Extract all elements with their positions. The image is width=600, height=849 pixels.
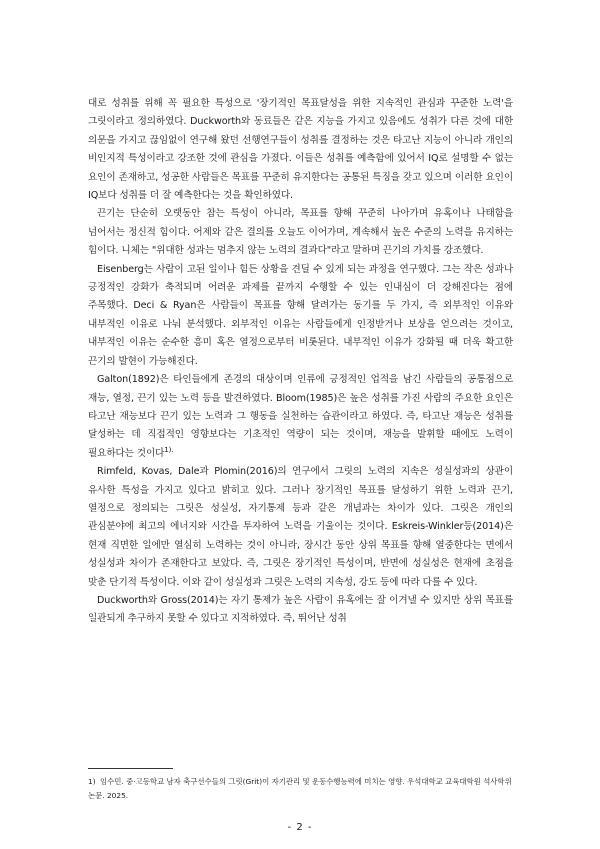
paragraph-3: Eisenberg는 사람이 고된 일이나 힘든 상황을 견딜 수 있게 되는 과정을 연구했다. 그는 작은 성과나 긍정적인 강화가 축적되며 어려운 과제를 끝까지 수행할 수 있는 인내심이 더 강해진다는 점에 주목했다. Deci & Ryan은 사람들이 목표를 향해 달려가는 동기를 두 가지, 즉 외부적인 이유와 내부적인 이유로 나눠 분석했다. 외부적인 이유는 사람들에게 인정받거나 보상을 얻으려는 것이고, 내부적인 이유는 순수한 흥미 혹은 열정으로부터 비롯된다. 내부적인 이유가 강화될 때 더욱 확고한 끈기의 발현이 가능해진다.	[88, 263, 513, 367]
paragraph-5: Rimfeld, Kovas, Dale과 Plomin(2016)의 연구에서 그릿의 노력의 지속은 성실성과의 상관이 유사한 특성을 가지고 있다고 밝히고 있다. 그러나 장기적인 목표를 달성하기 위한 노력과 끈기, 열정으로 정의되는 그릿은 성실성, 자기통제 등과 같은 개념과는 차이가 있다. 그릿은 개인의 관심분야에 최고의 에너지와 시간을 투자하여 노력을 기울이는 것이다. Eskreis-Winkler등(2014)은 현재 직면한 일에만 열심히 노력하는 것이 아니라, 장시간 동안 상위 목표를 향해 열중한다는 면에서 성실성과 차이가 존재한다고 보았다. 즉, 그릿은 장기적인 특성이며, 반면에 성실성은 현재에 초점을 맞춘 단기적 특성이다. 이와 같이 성실성과 그릿은 노력의 지속성, 강도 등에 따라 다를 수 있다.	[88, 466, 513, 588]
footnote-reference[interactable]: 1).	[164, 445, 174, 454]
footnote-divider	[88, 768, 173, 769]
paragraph-6: Duckworth와 Gross(2014)는 자기 통제가 높은 사람이 유혹에는 잘 이겨낼 수 있지만 상위 목표를 일관되게 추구하지 못할 수 있다고 지적하였다. 즉, 뛰어난 성취	[88, 594, 513, 625]
paragraph-2: 끈기는 단순히 오랫동안 참는 특성이 아니라, 목표를 향해 꾸준히 나아가며 유혹이나 나태함을 넘어서는 정신적 힘이다. 어제와 같은 결의를 오늘도 이어가며, 계속해서 높은 수준의 노력을 유지하는 힘이다. 니체는 "위대한 성과는 멈추지 않는 노력의 결과다"라고 말하며 끈기의 가치를 강조했다.	[88, 208, 513, 257]
page-number: - 2 -	[287, 822, 313, 833]
footnote	[88, 775, 513, 803]
body-text	[88, 95, 513, 629]
paragraph-4-text: Galton(1892)은 타인들에게 존경의 대상이며 인류에 긍정적인 업적을 남긴 사람들의 공통점으로 재능, 열정, 끈기 있는 노력 등을 발견하였다. Bloom(1985)은 높은 성취를 가진 사람의 주요한 요인은 타고난 재능보다 끈기 있는 노력과 그 행동을 실천하는 습관이라고 하였다. 즉, 타고난 재능은 성취를 달성하는 데 직접적인 영향보다는 기초적인 역량이 되는 것이며, 재능을 발휘할 때에도 노력이 필요하다는 것이다	[88, 374, 513, 459]
paragraph-1: 대로 성취를 위해 꼭 필요한 특성으로 '장기적인 목표달성을 위한 지속적인 관심과 꾸준한 노력'을 그릿이라고 정의하였다. Duckworth와 동료들은 같은 지능을 가지고 있음에도 성취가 다른 것에 대한 의문을 가지고 끊임없이 연구해 왔던 선행연구들이 성취를 결정하는 것은 타고난 지능이 아니라 개인의 비인지적 특성이라고 강조한 것에 관심을 가졌다. 이들은 성취를 예측함에 있어서 IQ로 설명할 수 없는 요인이 존재하고, 성공한 사람들은 목표를 꾸준히 유지한다는 공통된 특징을 갖고 있으며 이러한 요인이 IQ보다 성취를 더 잘 예측한다는 것을 확인하였다.	[88, 98, 513, 202]
paragraph-4	[88, 371, 513, 463]
footnote-text: 임수민. 중·고등학교 남자 축구선수들의 그릿(Grit)이 자기관리 및 운동수행능력에 미치는 영향. 우석대학교 교육대학원 석사학위논문. 2025.	[88, 777, 512, 800]
footnote-number: 1)	[88, 777, 96, 786]
